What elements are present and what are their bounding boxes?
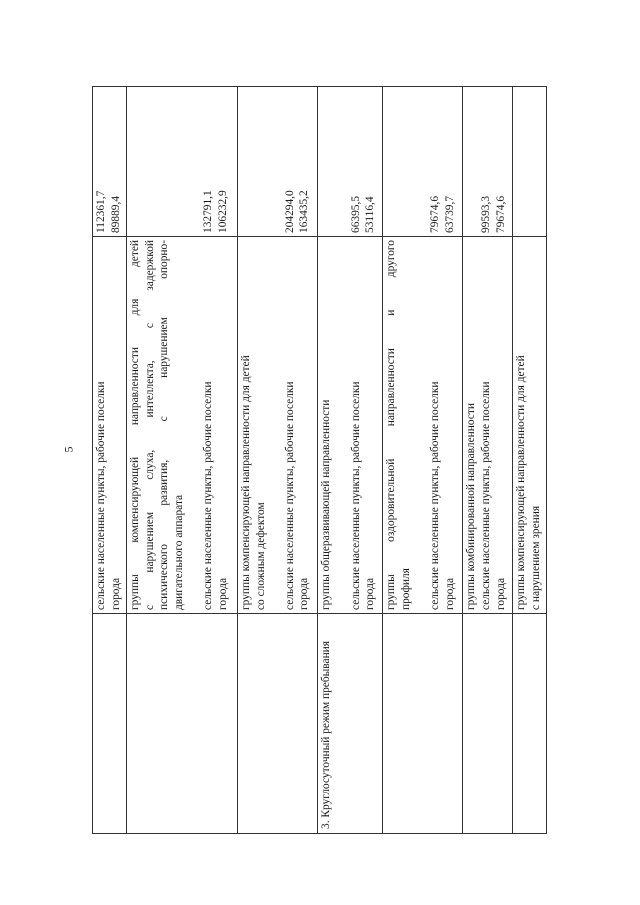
table-row: [93, 87, 127, 834]
value-line: 89889,4: [109, 195, 122, 233]
description-line: [334, 240, 349, 610]
description-line: группы оздоровительной направленности и другого: [385, 240, 398, 610]
value-line: [128, 90, 143, 233]
value-line: 132791,1: [201, 190, 214, 233]
description-line: профиля: [399, 568, 412, 610]
description-line: сельские населенные пункты, рабочие поселки: [429, 381, 441, 610]
value-line: [268, 90, 283, 233]
category-cell: 3. Круглосуточный режим пребывания: [318, 614, 383, 834]
value-line: 79674,6: [429, 195, 441, 233]
description-line: сельские населенные пункты, рабочие поселки: [283, 381, 296, 610]
description-line: сельские населенные пункты, рабочие поселки: [349, 381, 362, 610]
value-line: 204294,0: [283, 190, 296, 233]
value-cell: [93, 87, 127, 237]
category-cell: [238, 614, 318, 834]
value-cell: [463, 87, 512, 237]
value-line: [529, 90, 544, 233]
value-cell: [512, 87, 546, 237]
value-line: 99593,3: [480, 195, 493, 233]
value-line: [239, 90, 254, 233]
description-line: психического развития, с нарушением опорно-: [158, 240, 171, 610]
value-line: [384, 90, 399, 233]
description-cell: [512, 237, 546, 614]
value-line: [254, 90, 269, 233]
category-cell: [463, 614, 512, 834]
cost-table: [92, 86, 547, 834]
value-line: [157, 90, 172, 233]
value-line: [143, 90, 158, 233]
value-cell: [127, 87, 238, 237]
value-line: [413, 90, 428, 233]
description-line: города: [494, 578, 507, 610]
table-row: [318, 87, 383, 834]
value-line: 53116,4: [364, 196, 377, 233]
description-line: города: [109, 578, 122, 610]
value-cell: [318, 87, 383, 237]
value-line: [514, 90, 529, 233]
description-cell: [318, 237, 383, 614]
description-line: группы компенсирующей направленности для детей: [514, 355, 527, 610]
value-cell: [383, 87, 463, 237]
description-line: города: [443, 578, 456, 610]
value-line: [399, 90, 414, 233]
description-cell: [383, 237, 463, 614]
table-row: [463, 87, 512, 834]
description-line: [186, 240, 201, 610]
description-line: города: [364, 578, 377, 610]
category-cell: [512, 614, 546, 834]
description-line: двигательного аппарата: [172, 494, 185, 610]
value-line: [172, 90, 187, 233]
value-line: 112361,7: [95, 190, 107, 233]
description-line: с нарушением зрения: [529, 505, 542, 610]
description-line: [413, 240, 428, 610]
value-line: [319, 90, 334, 233]
value-line: 163435,2: [298, 190, 311, 233]
description-line: группы общеразвивающей направленности: [320, 399, 333, 610]
description-line: группы компенсирующей направленности для детей: [129, 240, 141, 610]
value-line: 79674,6: [494, 195, 507, 233]
table-row: [383, 87, 463, 834]
value-line: [186, 90, 201, 233]
description-line: [268, 240, 283, 610]
description-line: со сложным дефектом: [254, 502, 267, 610]
description-cell: [93, 237, 127, 614]
value-cell: [238, 87, 318, 237]
page-number: 5: [61, 446, 76, 453]
category-cell: [383, 614, 463, 834]
table-row: [512, 87, 546, 834]
description-cell: [127, 237, 238, 614]
description-cell: [463, 237, 512, 614]
description-line: группы компенсирующей направленности для детей: [240, 355, 253, 610]
value-line: 63739,7: [443, 195, 456, 233]
description-line: города: [298, 578, 311, 610]
value-line: [334, 90, 349, 233]
table-row: [127, 87, 238, 834]
description-line: с нарушением слуха, интеллекта, с задержкой: [143, 240, 156, 610]
table-row: [238, 87, 318, 834]
value-line: [464, 90, 479, 233]
description-line: сельские населенные пункты, рабочие поселки: [95, 381, 107, 610]
description-line: группы комбинированной направленности: [465, 403, 478, 610]
description-line: города: [216, 578, 229, 610]
table-body: [93, 87, 547, 834]
value-line: 66395,5: [349, 195, 362, 233]
description-line: сельские населенные пункты, рабочие поселки: [201, 381, 214, 610]
value-line: 106232,9: [216, 190, 229, 233]
category-cell: [127, 614, 238, 834]
description-cell: [238, 237, 318, 614]
category-cell: [93, 614, 127, 834]
description-line: сельские населенные пункты, рабочие поселки: [480, 381, 493, 610]
